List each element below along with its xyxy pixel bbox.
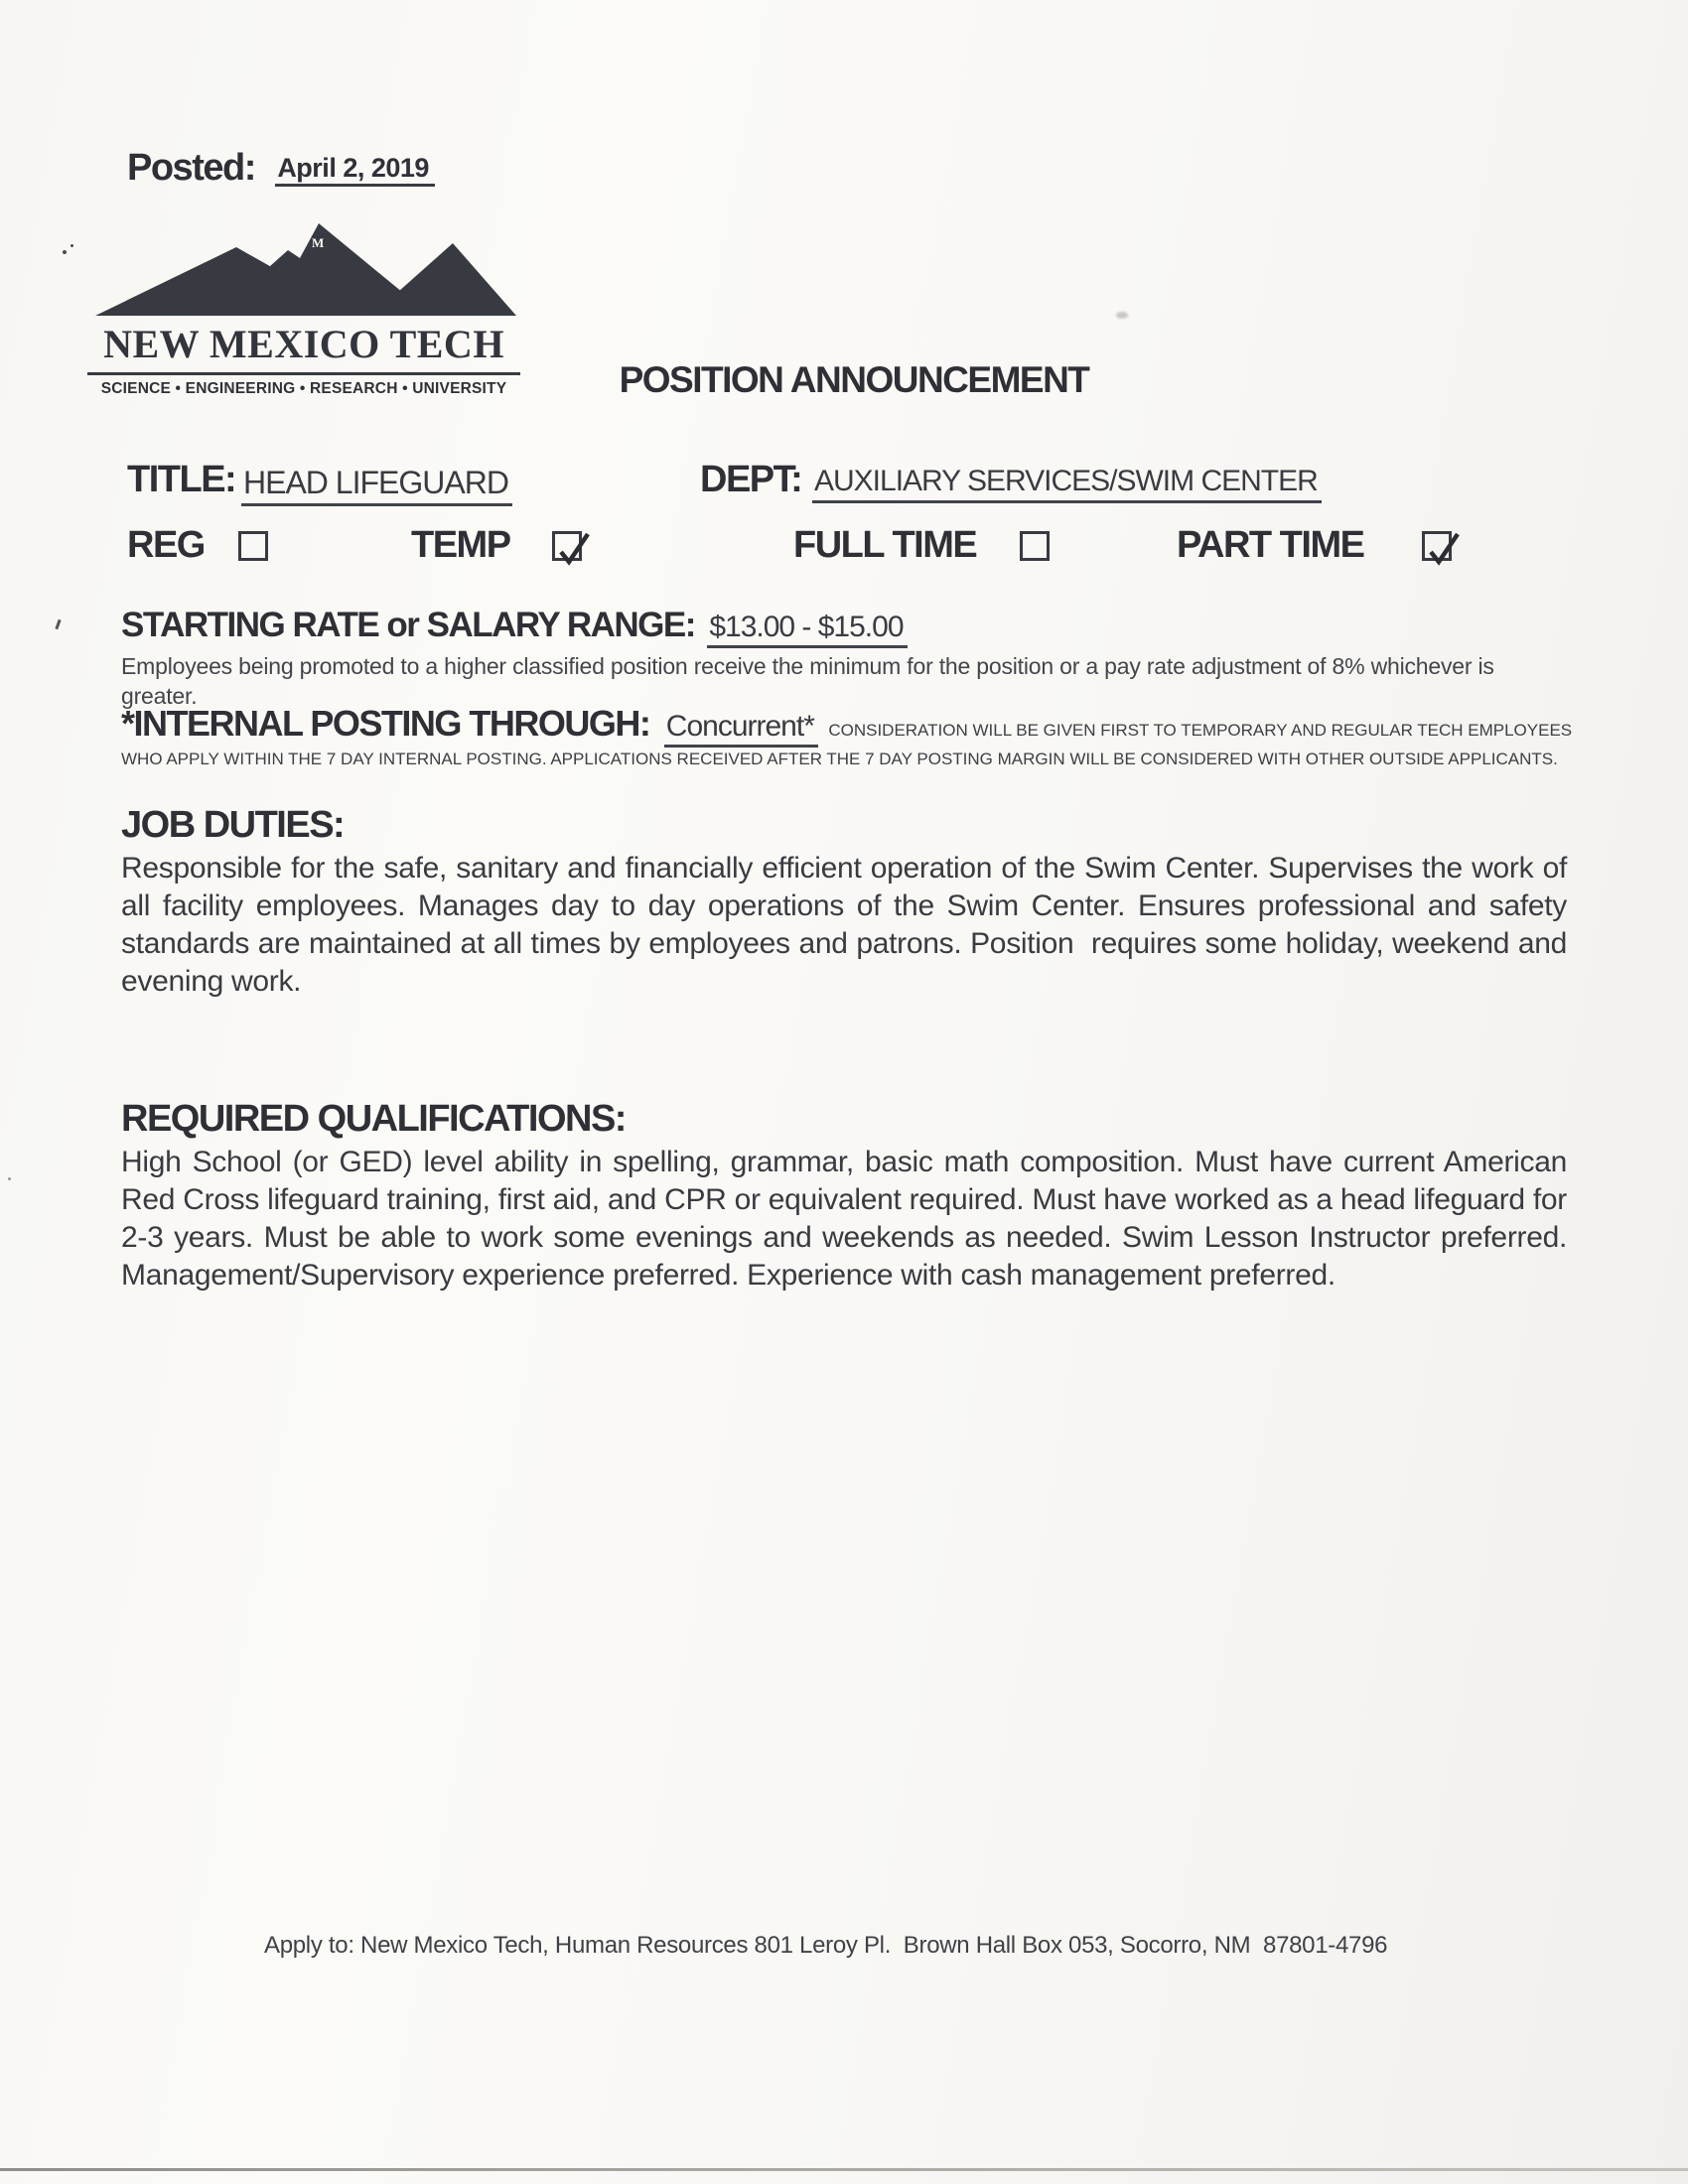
logo-tagline: SCIENCE • ENGINEERING • RESEARCH • UNIVERSITY (100, 380, 507, 397)
job-duties-body: Responsible for the safe, sanitary and financially efficient operation of the Swim Center. Supervises the work of all facility employees. Manages day to day operations of the Swim Center. Ensures professional and safety standards are maintained at all times by employees and patrons. Position requires some holiday, weekend and evening work. (121, 852, 1576, 998)
checkbox-label-temp: TEMP (411, 524, 510, 566)
posted-line (127, 147, 435, 190)
footer-apply-to: Apply to: New Mexico Tech, Human Resources 801 Leroy Pl. Brown Hall Box 053, Socorro, NM 87801-4796 (264, 1932, 1388, 1959)
checkbox-temp (552, 531, 582, 561)
dept-label: DEPT: (700, 459, 802, 500)
salary-line (121, 606, 908, 645)
required-qualifications-heading: REQUIRED QUALIFICATIONS: (121, 1098, 626, 1140)
required-qualifications-body: High School (or GED) level ability in spelling, grammar, basic math composition. Must have current American Red Cross lifeguard training, first aid, and CPR or equivalent required. Must have worked as a head lifeguard for 2-3 years. Must be able to work some evenings and weekends as needed. Swim Lesson Instructor preferred. Management/Supervisory experience preferred. Experience with cash management preferred. (121, 1146, 1576, 1292)
salary-note: Employees being promoted to a higher classified position receive the minimum for the position or a pay rate adjustment of 8% whichever is greater. (121, 653, 1494, 709)
scan-smudge (1116, 312, 1128, 319)
logo-wordmark: NEW MEXICO TECH (87, 321, 520, 375)
job-duties-heading: JOB DUTIES: (121, 804, 345, 846)
dept-value: AUXILIARY SERVICES/SWIM CENTER (812, 465, 1322, 503)
checkbox-label-fulltime: FULL TIME (793, 524, 977, 566)
check-mark-icon (556, 522, 594, 568)
scan-speck (55, 619, 61, 629)
checkbox-reg (238, 531, 268, 561)
checkbox-label-reg: REG (127, 524, 205, 566)
posted-label: Posted: (127, 147, 255, 189)
internal-posting (121, 703, 1573, 771)
internal-posting-value: Concurrent* (664, 710, 818, 748)
logo-peak-letter: M (312, 235, 325, 250)
internal-posting-note: CONSIDERATION WILL BE GIVEN FIRST TO TEMPORARY AND REGULAR TECH EMPLOYEES WHO APPLY WITHIN THE 7 DAY INTERNAL POSTING. APPLICATIONS RECEIVED AFTER THE 7 DAY POSTING MARGIN WILL BE CONSIDERED WITH OTHER OUTSIDE APPLICANTS. (121, 721, 1573, 768)
scan-speck (63, 250, 67, 254)
check-mark-icon (1426, 522, 1464, 568)
scan-speck (70, 244, 73, 247)
checkbox-fulltime (1020, 531, 1050, 561)
title-label: TITLE: (127, 459, 236, 500)
salary-value: $13.00 - $15.00 (707, 611, 907, 648)
scan-paper-edge (0, 2168, 1688, 2171)
nmt-logo (87, 220, 520, 398)
checkbox-label-parttime: PART TIME (1177, 524, 1364, 566)
posted-date: April 2, 2019 (275, 153, 435, 187)
scan-speck (8, 1177, 11, 1180)
page-title: POSITION ANNOUNCEMENT (619, 359, 1089, 400)
checkbox-parttime (1422, 531, 1452, 561)
internal-posting-label: *INTERNAL POSTING THROUGH: (121, 703, 650, 744)
salary-label: STARTING RATE or SALARY RANGE: (121, 606, 695, 644)
mountains-icon (87, 220, 520, 316)
title-value: HEAD LIFEGUARD (241, 465, 512, 506)
